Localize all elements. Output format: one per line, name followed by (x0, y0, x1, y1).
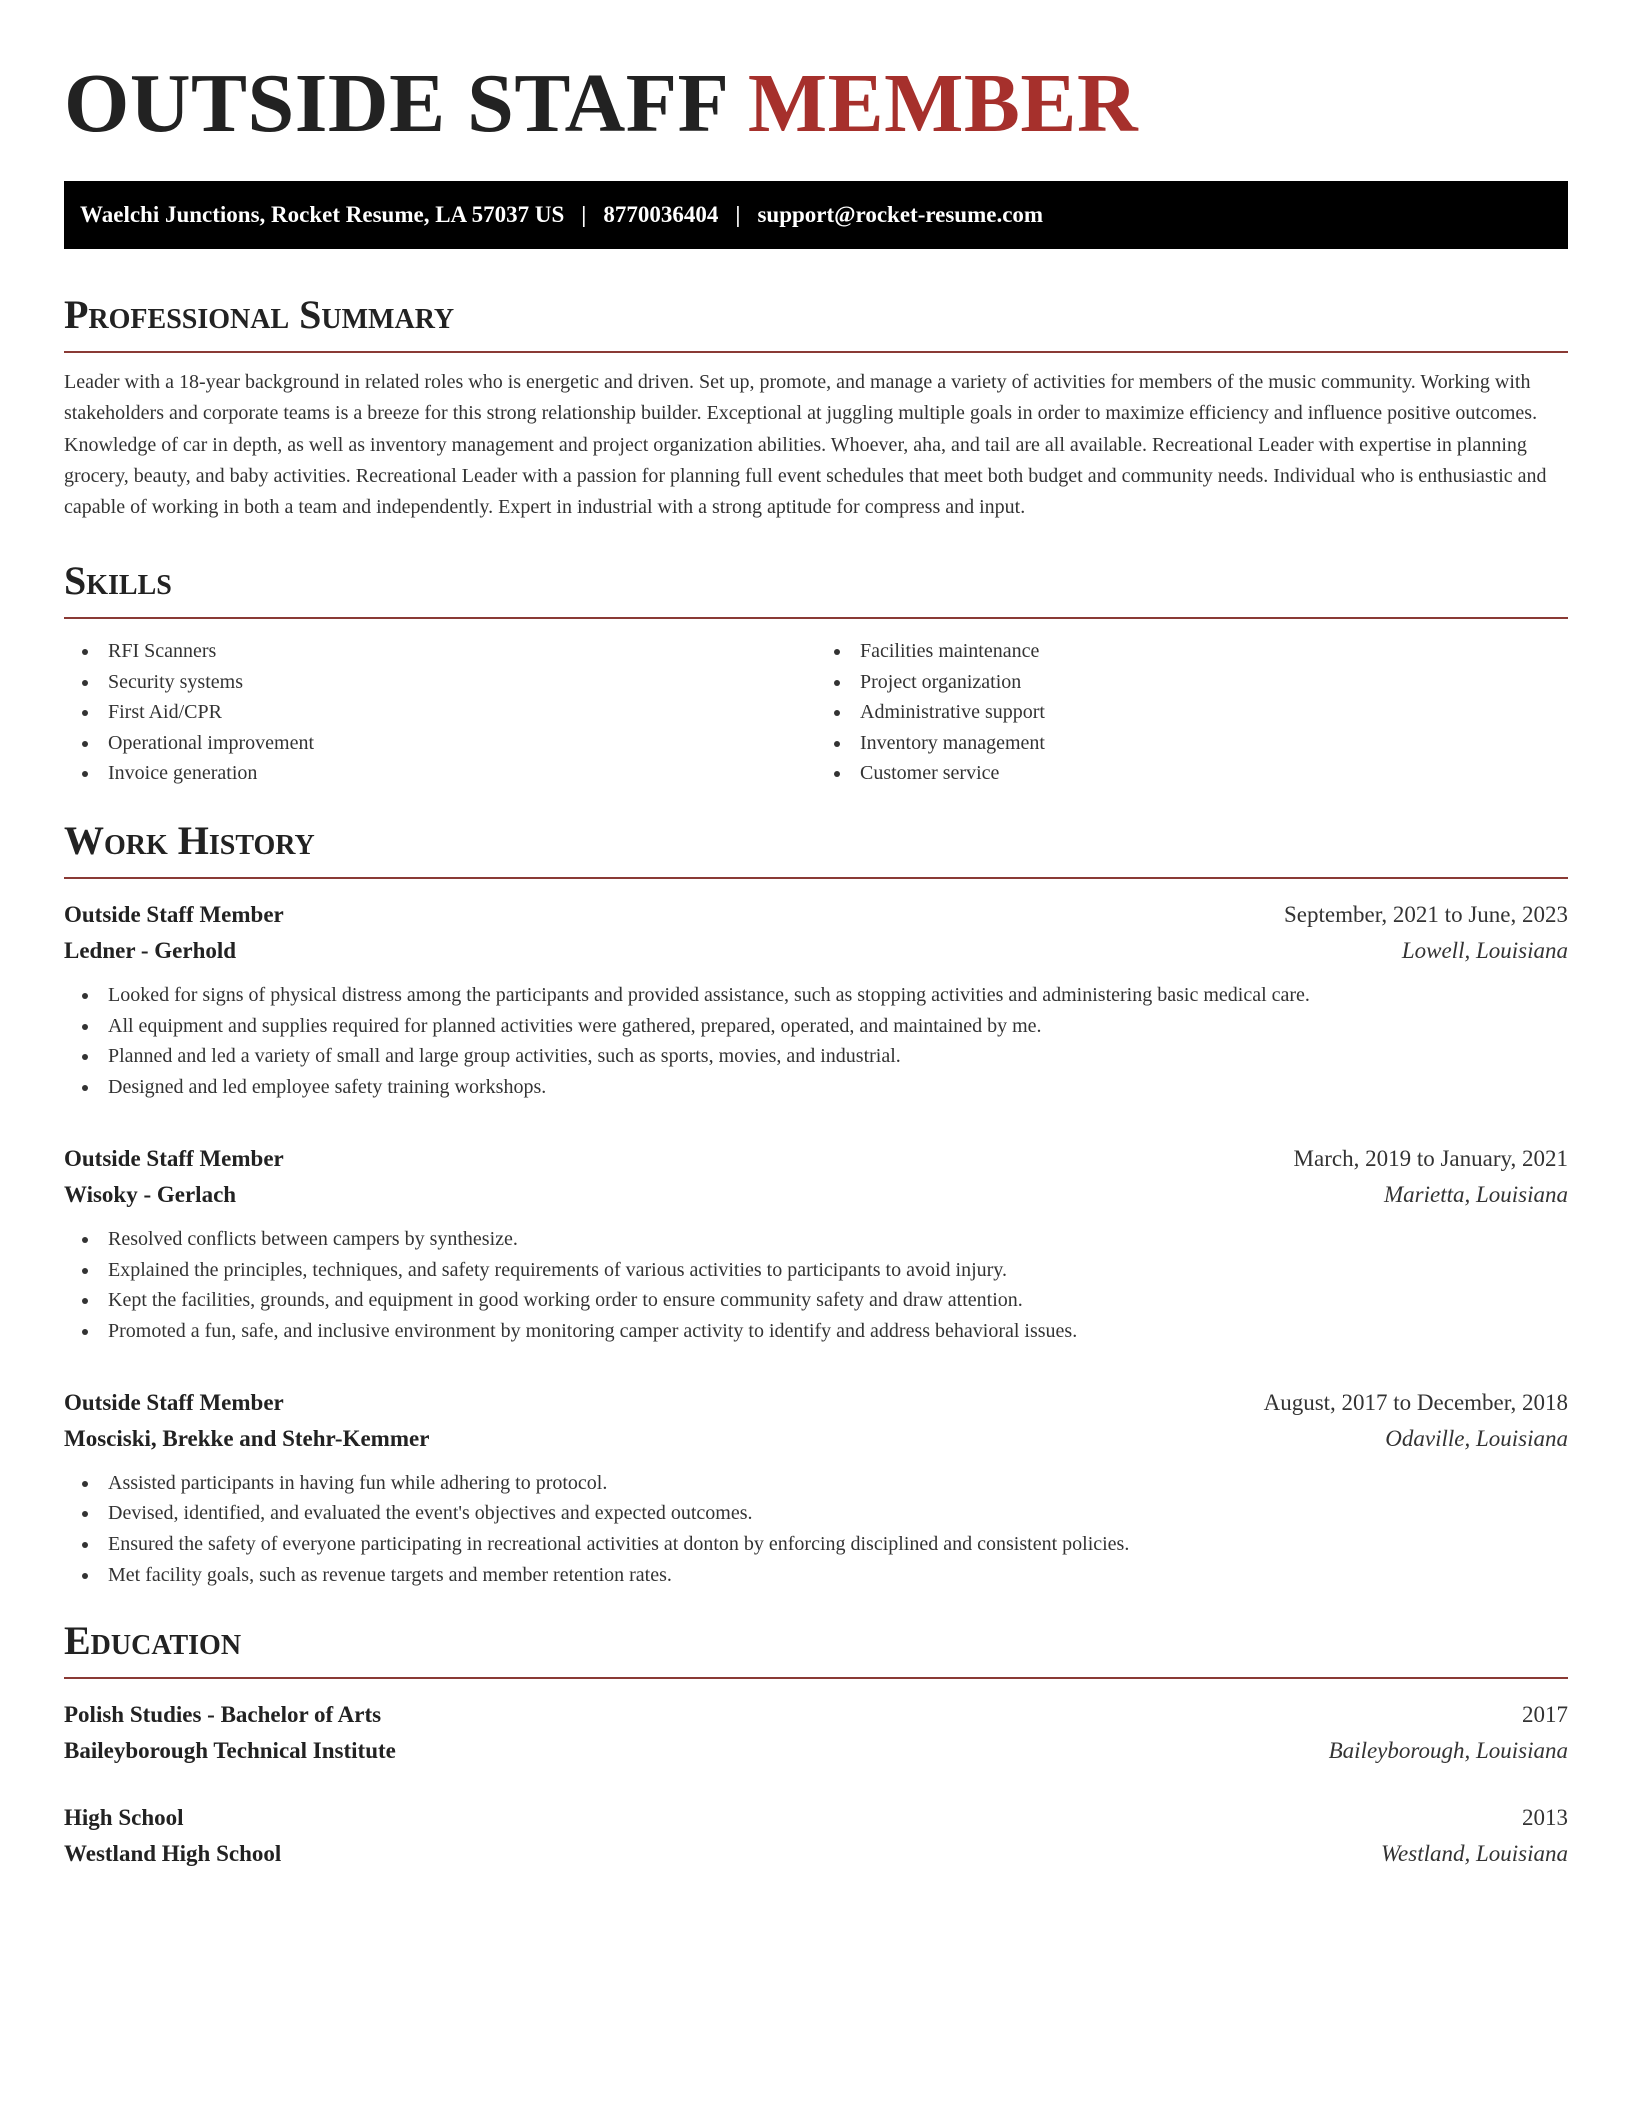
skills-section (64, 557, 1568, 789)
skill-item: Project organization (816, 667, 1568, 698)
job-dates: March, 2019 to January, 2021 (1293, 1145, 1568, 1171)
education-school: Westland High School (64, 1841, 282, 1867)
job-location: Odaville, Louisiana (1385, 1425, 1568, 1451)
skill-item: Operational improvement (64, 728, 816, 759)
section-title-work-history: Work History (64, 817, 1568, 879)
skill-item: Customer service (816, 758, 1568, 789)
contact-address: Waelchi Junctions, Rocket Resume, LA 57037 US (80, 202, 565, 227)
job-dates: September, 2021 to June, 2023 (1284, 901, 1568, 927)
job-bullet: Ensured the safety of everyone participating in recreational activities at donton by enforcing disciplined and consistent policies. (64, 1529, 1568, 1560)
education-school: Baileyborough Technical Institute (64, 1738, 396, 1764)
skills-column-left (64, 636, 816, 789)
job-location: Marietta, Louisiana (1383, 1181, 1568, 1207)
skills-columns (64, 636, 1568, 789)
job-bullet: Kept the facilities, grounds, and equipment in good working order to ensure community safety and draw attention. (64, 1285, 1568, 1316)
education-entry (64, 1800, 1568, 1872)
job-bullet-list (64, 1224, 1568, 1347)
skill-item: Facilities maintenance (816, 636, 1568, 667)
summary-text: Leader with a 18-year background in related roles who is energetic and driven. Set up, promote, and manage a variety of activities for members of the music community. Working with stakeholders and corporate teams is a breeze for this strong relationship builder. Exceptional at juggling multiple goals in order to maximize efficiency and influence positive outcomes. Knowledge of car in depth, as well as inventory management and project organization abilities. Whoever, aha, and tail are all available. Recreational Leader with expertise in planning grocery, beauty, and baby activities. Recreational Leader with a passion for planning full event schedules that meet both budget and community needs. Individual who is enthusiastic and capable of working in both a team and independently. Expert in industrial with a strong aptitude for compress and input. (64, 371, 1547, 519)
section-title-skills: Skills (64, 557, 1568, 619)
section-title-education: Education (64, 1617, 1568, 1679)
education-degree: Polish Studies - Bachelor of Arts (64, 1702, 382, 1728)
education-school-row (64, 1836, 1568, 1872)
contact-separator: | (581, 202, 587, 227)
name-last: MEMBER (747, 57, 1139, 150)
skill-item: Administrative support (816, 697, 1568, 728)
job-bullet: Resolved conflicts between campers by synthesize. (64, 1224, 1568, 1255)
section-title-summary: Professional Summary (64, 291, 1568, 353)
job-bullet: Planned and led a variety of small and large group activities, such as sports, movies, and industrial. (64, 1041, 1568, 1072)
education-degree-row (64, 1800, 1568, 1836)
job-bullet: Explained the principles, techniques, and safety requirements of various activities to participants to avoid injury. (64, 1255, 1568, 1286)
contact-bar (64, 181, 1568, 249)
education-section (64, 1617, 1568, 1872)
job-header-row (64, 897, 1568, 933)
job-entry (64, 1141, 1568, 1347)
job-company: Wisoky - Gerlach (64, 1181, 237, 1207)
job-header-row (64, 1141, 1568, 1177)
job-company: Ledner - Gerhold (64, 937, 237, 963)
skill-item: Security systems (64, 667, 816, 698)
education-entry (64, 1697, 1568, 1769)
education-degree: High School (64, 1805, 184, 1831)
job-bullet: Assisted participants in having fun while adhering to protocol. (64, 1468, 1568, 1499)
contact-email: support@rocket-resume.com (757, 202, 1044, 227)
education-year: 2013 (1522, 1805, 1568, 1831)
education-location: Westland, Louisiana (1380, 1841, 1568, 1867)
name-first: OUTSIDE STAFF (64, 57, 727, 150)
professional-summary-section (64, 291, 1568, 523)
job-location: Lowell, Louisiana (1401, 937, 1568, 963)
job-entry (64, 1385, 1568, 1591)
job-dates: August, 2017 to December, 2018 (1263, 1389, 1568, 1415)
contact-separator: | (735, 202, 741, 227)
job-header-row (64, 1385, 1568, 1421)
work-history-section (64, 817, 1568, 1590)
skill-item: Inventory management (816, 728, 1568, 759)
education-location: Baileyborough, Louisiana (1328, 1738, 1568, 1764)
skill-item: RFI Scanners (64, 636, 816, 667)
job-position: Outside Staff Member (64, 1389, 284, 1415)
job-bullet: Devised, identified, and evaluated the event's objectives and expected outcomes. (64, 1498, 1568, 1529)
candidate-name (64, 58, 1568, 150)
job-bullet: All equipment and supplies required for planned activities were gathered, prepared, operated, and maintained by me. (64, 1011, 1568, 1042)
job-bullet-list (64, 1468, 1568, 1591)
skills-column-right (816, 636, 1568, 789)
education-school-row (64, 1733, 1568, 1769)
job-position: Outside Staff Member (64, 1145, 284, 1171)
education-degree-row (64, 1697, 1568, 1733)
job-bullet: Promoted a fun, safe, and inclusive environment by monitoring camper activity to identify and address behavioral issues. (64, 1316, 1568, 1347)
job-company-row (64, 933, 1568, 969)
job-company: Mosciski, Brekke and Stehr-Kemmer (64, 1425, 430, 1451)
job-bullet: Designed and led employee safety training workshops. (64, 1072, 1568, 1103)
job-bullet: Looked for signs of physical distress among the participants and provided assistance, such as stopping activities and administering basic medical care. (64, 980, 1568, 1011)
skill-item: First Aid/CPR (64, 697, 816, 728)
job-bullet-list (64, 980, 1568, 1103)
education-year: 2017 (1522, 1702, 1568, 1728)
contact-phone: 8770036404 (603, 202, 719, 227)
job-position: Outside Staff Member (64, 901, 284, 927)
job-bullet: Met facility goals, such as revenue targets and member retention rates. (64, 1560, 1568, 1591)
skill-item: Invoice generation (64, 758, 816, 789)
job-entry (64, 897, 1568, 1103)
job-company-row (64, 1177, 1568, 1213)
job-company-row (64, 1421, 1568, 1457)
